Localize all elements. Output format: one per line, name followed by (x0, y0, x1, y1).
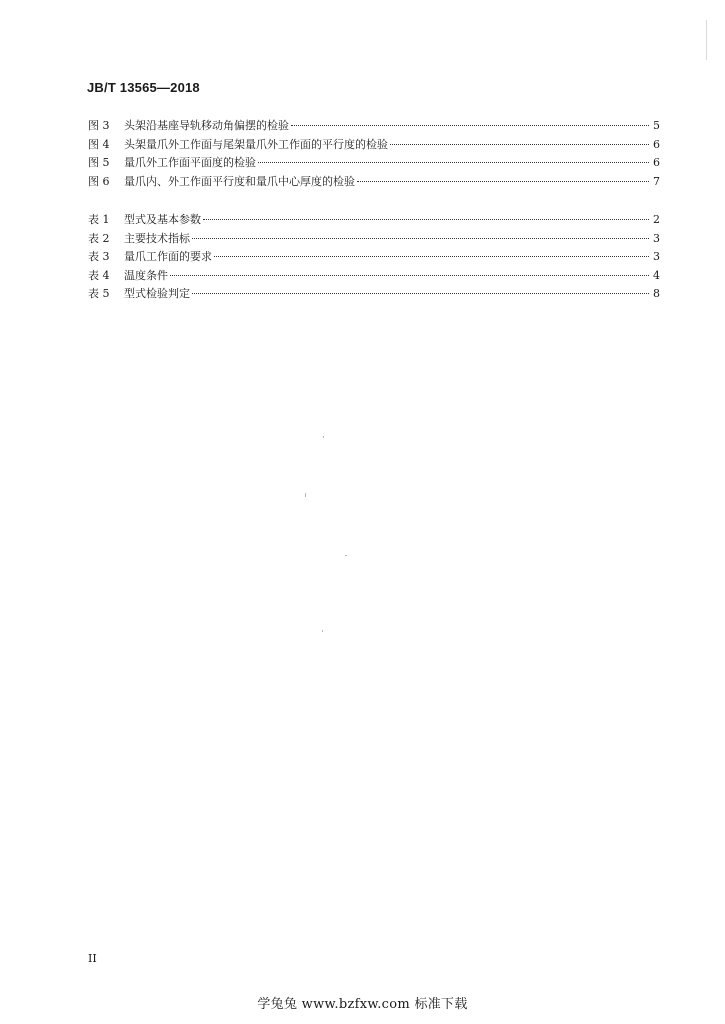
table-list (88, 211, 660, 304)
toc-entry-title: 头架量爪外工作面与尾架量爪外工作面的平行度的检验 (124, 137, 388, 151)
toc-entry-page: 6 (653, 156, 660, 169)
toc-entry-table-1[interactable] (88, 211, 660, 230)
page-number: II (88, 952, 97, 965)
toc-entry-title: 量爪工作面的要求 (124, 250, 212, 263)
toc-entry-label: 表 5 (88, 287, 110, 300)
toc-entry-title: 型式及基本参数 (124, 213, 201, 226)
toc-entry-title: 量爪内、外工作面平行度和量爪中心厚度的检验 (124, 174, 355, 188)
toc-entry-table-4[interactable] (88, 267, 660, 286)
toc-leader-dots (192, 293, 649, 294)
toc-entry-label: 表 1 (88, 213, 110, 226)
toc-entry-page: 6 (653, 137, 660, 151)
toc-leader-dots (291, 125, 649, 126)
standard-number-header: JB/T 13565—2018 (87, 80, 200, 95)
toc-entry-title: 头架沿基座导轨移动角偏摆的检验 (124, 119, 289, 132)
toc-entry-title: 温度条件 (124, 268, 168, 282)
scan-artifact (323, 436, 324, 438)
scan-artifact (322, 630, 323, 632)
toc-entry-page: 3 (653, 231, 660, 245)
toc-entry-label: 图 3 (88, 119, 110, 132)
toc-entry-page: 3 (653, 250, 660, 263)
toc-leader-dots (357, 181, 649, 182)
footer-watermark-text: 学兔兔 www.bzfxw.com 标准下载 (257, 997, 468, 1012)
toc-entry-page: 5 (653, 119, 660, 132)
toc-leader-dots (192, 238, 649, 239)
toc-leader-dots (203, 219, 649, 220)
scan-artifact (706, 20, 707, 60)
toc-entry-figure-3[interactable] (88, 117, 660, 136)
figure-list (88, 117, 660, 191)
toc-leader-dots (214, 256, 649, 257)
scan-artifact (345, 555, 347, 556)
toc-entry-label: 图 5 (88, 156, 110, 169)
toc-entry-page: 8 (653, 287, 660, 300)
toc-entry-title: 量爪外工作面平面度的检验 (124, 156, 256, 169)
toc-entry-figure-4[interactable] (88, 136, 660, 155)
toc-entry-label: 表 4 (88, 268, 110, 282)
toc-entry-figure-5[interactable] (88, 154, 660, 173)
toc-entry-table-3[interactable] (88, 248, 660, 267)
toc-entry-label: 表 3 (88, 250, 110, 263)
toc-entry-page: 7 (653, 174, 660, 188)
toc-leader-dots (170, 275, 649, 276)
toc-entry-figure-6[interactable] (88, 173, 660, 192)
toc-entry-table-5[interactable] (88, 285, 660, 304)
toc-leader-dots (390, 144, 649, 145)
scan-artifact (305, 493, 306, 497)
toc-entry-title: 主要技术指标 (124, 231, 190, 245)
toc-leader-dots (258, 162, 649, 163)
toc-entry-label: 表 2 (88, 231, 110, 245)
toc-entry-page: 2 (653, 213, 660, 226)
toc-entry-label: 图 4 (88, 137, 110, 151)
toc-entry-table-2[interactable] (88, 230, 660, 249)
toc-entry-page: 4 (653, 268, 660, 282)
toc-entry-label: 图 6 (88, 174, 110, 188)
toc-entry-title: 型式检验判定 (124, 287, 190, 300)
